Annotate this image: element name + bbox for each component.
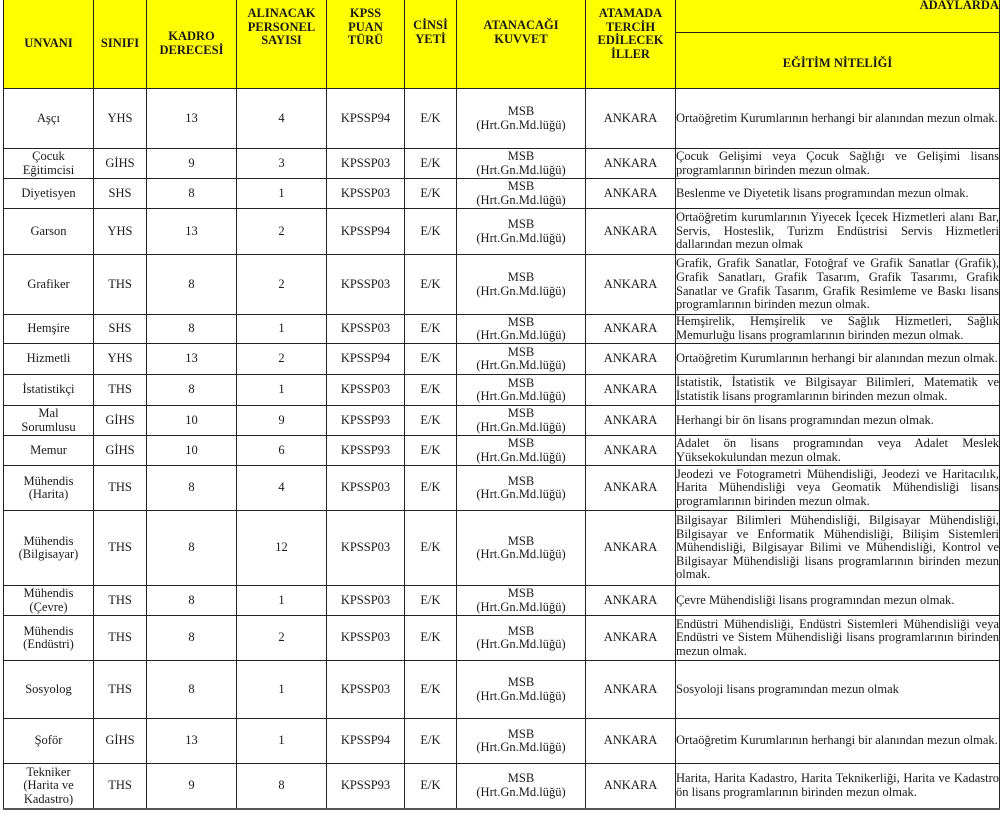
- cell-il: ANKARA: [586, 315, 676, 344]
- cell-sinif: SHS: [94, 179, 147, 209]
- cell-unvan: Hemşire: [4, 315, 94, 344]
- table-row: [4, 315, 1000, 344]
- cell-il: ANKARA: [586, 344, 676, 375]
- cell-unvan: Garson: [4, 209, 94, 255]
- cell-egitim: Ortaöğretim Kurumlarının herhangi bir alanından mezun olmak.: [676, 719, 1000, 764]
- cell-kuvvet: MSB (Hrt.Gn.Md.lüğü): [457, 661, 586, 719]
- table-row: [4, 616, 1000, 661]
- table-row: [4, 179, 1000, 209]
- cell-derece: 13: [147, 209, 237, 255]
- table-row: [4, 255, 1000, 315]
- cell-egitim: İstatistik, İstatistik ve Bilgisayar Bilimleri, Matematik ve İstatistik lisans programlarının birinden mezun olmak.: [676, 375, 1000, 406]
- table-row: [4, 209, 1000, 255]
- cell-il: ANKARA: [586, 661, 676, 719]
- cell-kpss: KPSSP93: [327, 406, 405, 436]
- cell-cinsiyet: E/K: [405, 466, 457, 511]
- cell-sinif: THS: [94, 764, 147, 809]
- cell-kpss: KPSSP03: [327, 179, 405, 209]
- header-alinacak-personel-sayisi: ALINACAK PERSONEL SAYISI: [237, 0, 327, 89]
- table-row: [4, 586, 1000, 616]
- cell-il: ANKARA: [586, 89, 676, 149]
- cell-egitim: Beslenme ve Diyetetik lisans programından mezun olmak.: [676, 179, 1000, 209]
- cell-derece: 8: [147, 255, 237, 315]
- cell-unvan: Sosyolog: [4, 661, 94, 719]
- cell-kuvvet: MSB (Hrt.Gn.Md.lüğü): [457, 616, 586, 661]
- cell-kuvvet: MSB (Hrt.Gn.Md.lüğü): [457, 511, 586, 586]
- cell-derece: 8: [147, 315, 237, 344]
- cell-sayi: 12: [237, 511, 327, 586]
- table-row: [4, 719, 1000, 764]
- cell-unvan: Hizmetli: [4, 344, 94, 375]
- cell-kpss: KPSSP03: [327, 255, 405, 315]
- cell-egitim: Herhangi bir ön lisans programından mezun olmak.: [676, 406, 1000, 436]
- cell-derece: 10: [147, 406, 237, 436]
- cell-kuvvet: MSB (Hrt.Gn.Md.lüğü): [457, 344, 586, 375]
- cell-sayi: 2: [237, 616, 327, 661]
- cell-sayi: 9: [237, 406, 327, 436]
- cell-il: ANKARA: [586, 375, 676, 406]
- cell-sayi: 2: [237, 209, 327, 255]
- cell-egitim: Ortaöğretim kurumlarının Yiyecek İçecek Hizmetleri alanı Bar, Servis, Hosteslik, Turizm Endüstrisi Servis Hizmetleri dallarından mezun olmak: [676, 209, 1000, 255]
- cell-sayi: 4: [237, 89, 327, 149]
- table-row: [4, 661, 1000, 719]
- cell-cinsiyet: E/K: [405, 344, 457, 375]
- cell-cinsiyet: E/K: [405, 255, 457, 315]
- cell-unvan: İstatistikçi: [4, 375, 94, 406]
- cell-sayi: 2: [237, 255, 327, 315]
- cell-derece: 8: [147, 616, 237, 661]
- cell-sinif: GİHS: [94, 406, 147, 436]
- cell-kuvvet: MSB (Hrt.Gn.Md.lüğü): [457, 466, 586, 511]
- cell-unvan: Mühendis (Endüstri): [4, 616, 94, 661]
- cell-sinif: YHS: [94, 89, 147, 149]
- cell-cinsiyet: E/K: [405, 764, 457, 809]
- table-row: [4, 406, 1000, 436]
- cell-derece: 13: [147, 344, 237, 375]
- cell-kpss: KPSSP94: [327, 344, 405, 375]
- cell-kuvvet: MSB (Hrt.Gn.Md.lüğü): [457, 375, 586, 406]
- cell-kpss: KPSSP03: [327, 616, 405, 661]
- cell-unvan: Tekniker (Harita ve Kadastro): [4, 764, 94, 809]
- cell-egitim: Çocuk Gelişimi veya Çocuk Sağlığı ve Gelişimi lisans programlarının birinden mezun olmak.: [676, 148, 999, 177]
- cell-kuvvet: MSB (Hrt.Gn.Md.lüğü): [457, 406, 586, 436]
- cell-unvan: Diyetisyen: [4, 179, 94, 209]
- cell-unvan: Şoför: [4, 719, 94, 764]
- table-row: [4, 466, 1000, 511]
- cell-egitim: Hemşirelik, Hemşirelik ve Sağlık Hizmetleri, Sağlık Memurluğu lisans programlarının birinden mezun olmak.: [676, 314, 999, 342]
- cell-kuvvet: MSB (Hrt.Gn.Md.lüğü): [457, 719, 586, 764]
- cell-kpss: KPSSP94: [327, 719, 405, 764]
- cell-il: ANKARA: [586, 616, 676, 661]
- header-atanacagi-kuvvet: ATANACAĞI KUVVET: [457, 0, 586, 89]
- cell-sinif: THS: [94, 661, 147, 719]
- header-sinifi: SINIFI: [94, 0, 147, 89]
- cell-egitim: Ortaöğretim Kurumlarının herhangi bir alanından mezun olmak.: [676, 89, 1000, 149]
- header-atamada-tercih-edilecek-iller: ATAMADA TERCİH EDİLECEK İLLER: [586, 0, 676, 89]
- cell-unvan: Mühendis (Harita): [4, 466, 94, 511]
- cell-kuvvet: MSB (Hrt.Gn.Md.lüğü): [457, 179, 586, 209]
- cell-kpss: KPSSP03: [327, 466, 405, 511]
- cell-derece: 13: [147, 89, 237, 149]
- cell-sayi: 1: [237, 179, 327, 209]
- table-row: [4, 344, 1000, 375]
- cell-sayi: 1: [237, 315, 327, 344]
- cell-sayi: 2: [237, 344, 327, 375]
- cell-egitim: Sosyoloji lisans programından mezun olmak: [676, 661, 1000, 719]
- cell-cinsiyet: E/K: [405, 375, 457, 406]
- cell-kuvvet: MSB (Hrt.Gn.Md.lüğü): [457, 255, 586, 315]
- table-row: [4, 89, 1000, 149]
- cell-kuvvet: MSB (Hrt.Gn.Md.lüğü): [457, 209, 586, 255]
- cell-cinsiyet: E/K: [405, 661, 457, 719]
- cell-derece: 8: [147, 179, 237, 209]
- cell-il: ANKARA: [586, 149, 676, 179]
- cell-cinsiyet: E/K: [405, 149, 457, 179]
- cell-sinif: THS: [94, 586, 147, 616]
- cell-cinsiyet: E/K: [405, 89, 457, 149]
- cell-kuvvet: MSB (Hrt.Gn.Md.lüğü): [457, 315, 586, 344]
- cell-kpss: KPSSP93: [327, 764, 405, 809]
- cell-unvan: Mühendis (Çevre): [4, 586, 94, 616]
- header-egitim-niteligi: EĞİTİM NİTELİĞİ: [676, 33, 1000, 89]
- cell-kpss: KPSSP03: [327, 661, 405, 719]
- cell-cinsiyet: E/K: [405, 179, 457, 209]
- header-kadro-derecesi: KADRO DERECESİ: [147, 0, 237, 89]
- cell-kpss: KPSSP03: [327, 375, 405, 406]
- cell-il: ANKARA: [586, 466, 676, 511]
- cell-sinif: GİHS: [94, 719, 147, 764]
- cell-kpss: KPSSP03: [327, 149, 405, 179]
- cell-derece: 13: [147, 719, 237, 764]
- table-row: [4, 436, 1000, 466]
- cell-il: ANKARA: [586, 406, 676, 436]
- cell-unvan: Aşçı: [4, 89, 94, 149]
- cell-derece: 10: [147, 436, 237, 466]
- cell-sayi: 1: [237, 661, 327, 719]
- table-row: [4, 764, 1000, 809]
- cell-il: ANKARA: [586, 719, 676, 764]
- cell-kpss: KPSSP03: [327, 511, 405, 586]
- cell-cinsiyet: E/K: [405, 406, 457, 436]
- cell-sayi: 4: [237, 466, 327, 511]
- cell-kuvvet: MSB (Hrt.Gn.Md.lüğü): [457, 586, 586, 616]
- cell-il: ANKARA: [586, 764, 676, 809]
- cell-kpss: KPSSP93: [327, 436, 405, 466]
- cell-sinif: YHS: [94, 344, 147, 375]
- cell-sinif: GİHS: [94, 436, 147, 466]
- positions-table: [3, 0, 1000, 810]
- cell-cinsiyet: E/K: [405, 209, 457, 255]
- cell-egitim: Çevre Mühendisliği lisans programından mezun olmak.: [676, 586, 1000, 616]
- cell-derece: 9: [147, 764, 237, 809]
- cell-il: ANKARA: [586, 255, 676, 315]
- table-row: [4, 511, 1000, 586]
- cell-sinif: THS: [94, 466, 147, 511]
- header-unvani: UNVANI: [4, 0, 94, 89]
- cell-sinif: SHS: [94, 315, 147, 344]
- cell-sayi: 1: [237, 586, 327, 616]
- cell-sayi: 8: [237, 764, 327, 809]
- table-row: [4, 149, 1000, 179]
- cell-egitim: Adalet ön lisans programından veya Adalet Meslek Yüksekokulundan mezun olmak.: [676, 435, 999, 464]
- cell-egitim: Bilgisayar Bilimleri Mühendisliği, Bilgisayar Mühendisliği, Bilgisayar ve Enformatik Mühendisliği, Bilişim Sistemleri Mühendisliği, Bilgisayar Bilimi ve Mühendisliği, Kontrol ve Bilgisayar Mühendisliği lisans programlarının birinden mezun olmak.: [676, 511, 1000, 586]
- cell-egitim: Harita, Harita Kadastro, Harita Teknikerliği, Harita ve Kadastro ön lisans programlarının birinden mezun olmak.: [676, 764, 1000, 809]
- cell-cinsiyet: E/K: [405, 315, 457, 344]
- cell-kuvvet: MSB (Hrt.Gn.Md.lüğü): [457, 89, 586, 149]
- cell-il: ANKARA: [586, 436, 676, 466]
- cell-kuvvet: MSB (Hrt.Gn.Md.lüğü): [457, 149, 586, 179]
- cell-egitim: Endüstri Mühendisliği, Endüstri Sistemleri Mühendisliği veya Endüstri ve Sistem Mühendisliği lisans programlarının birinden mezun olmak.: [676, 616, 1000, 661]
- cell-sinif: THS: [94, 511, 147, 586]
- cell-derece: 9: [147, 149, 237, 179]
- cell-egitim: Grafik, Grafik Sanatlar, Fotoğraf ve Grafik Sanatlar (Grafik), Grafik Sanatları, Grafik Tasarım, Grafik Tasarımı, Grafik Sanatlar ve Grafik Tasarım, Grafik Resimleme ve Baskı lisans programlarının birinden mezun olmak.: [676, 255, 1000, 315]
- cell-cinsiyet: E/K: [405, 436, 457, 466]
- cell-derece: 8: [147, 375, 237, 406]
- cell-il: ANKARA: [586, 209, 676, 255]
- cell-kpss: KPSSP94: [327, 209, 405, 255]
- cell-unvan: Mal Sorumlusu: [4, 406, 94, 436]
- cell-sayi: 1: [237, 375, 327, 406]
- cell-sinif: THS: [94, 375, 147, 406]
- cell-kuvvet: MSB (Hrt.Gn.Md.lüğü): [457, 764, 586, 809]
- table-row: [4, 375, 1000, 406]
- cell-derece: 8: [147, 466, 237, 511]
- cell-unvan: Mühendis (Bilgisayar): [4, 511, 94, 586]
- cell-derece: 8: [147, 586, 237, 616]
- cell-unvan: Çocuk Eğitimcisi: [4, 149, 94, 179]
- cell-kpss: KPSSP03: [327, 586, 405, 616]
- cell-il: ANKARA: [586, 179, 676, 209]
- cell-sinif: YHS: [94, 209, 147, 255]
- cell-cinsiyet: E/K: [405, 586, 457, 616]
- header-kpss-puan-turu: KPSS PUAN TÜRÜ: [327, 0, 405, 89]
- cell-sayi: 6: [237, 436, 327, 466]
- cell-kpss: KPSSP94: [327, 89, 405, 149]
- cell-egitim: Ortaöğretim Kurumlarının herhangi bir alanından mezun olmak.: [676, 344, 1000, 375]
- cell-sinif: THS: [94, 616, 147, 661]
- cell-cinsiyet: E/K: [405, 511, 457, 586]
- cell-sinif: GİHS: [94, 149, 147, 179]
- cell-sayi: 1: [237, 719, 327, 764]
- cell-il: ANKARA: [586, 511, 676, 586]
- cell-derece: 8: [147, 511, 237, 586]
- cell-sayi: 3: [237, 149, 327, 179]
- cell-kuvvet: MSB (Hrt.Gn.Md.lüğü): [457, 436, 586, 466]
- cell-derece: 8: [147, 661, 237, 719]
- cell-sinif: THS: [94, 255, 147, 315]
- header-cinsiyeti: CİNSİ YETİ: [405, 0, 457, 89]
- cell-egitim: Jeodezi ve Fotogrametri Mühendisliği, Jeodezi ve Haritacılık, Harita Mühendisliği veya Geomatik Mühendisliği lisans programlarının birinden mezun olmak.: [676, 466, 1000, 511]
- cell-il: ANKARA: [586, 586, 676, 616]
- cell-unvan: Grafiker: [4, 255, 94, 315]
- header-adaylarda: ADAYLARDA: [676, 0, 1000, 33]
- cell-kpss: KPSSP03: [327, 315, 405, 344]
- cell-unvan: Memur: [4, 436, 94, 466]
- cell-cinsiyet: E/K: [405, 616, 457, 661]
- cell-cinsiyet: E/K: [405, 719, 457, 764]
